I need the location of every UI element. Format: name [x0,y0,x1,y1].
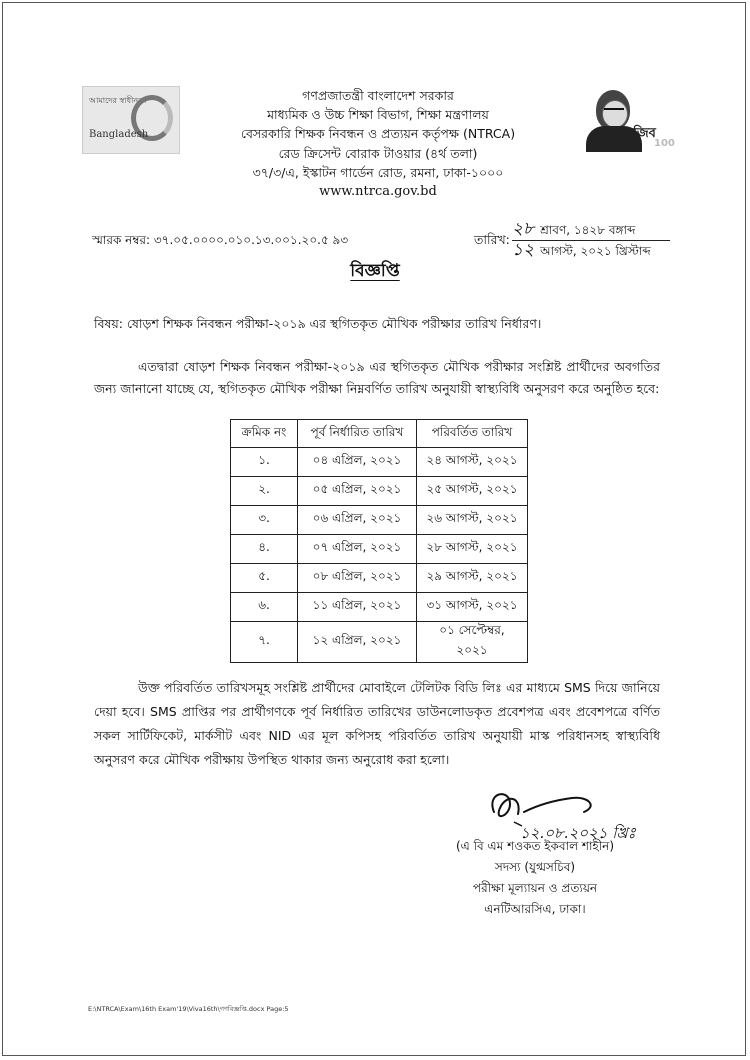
portrait-glasses-icon [604,108,624,115]
previous-date-cell: ১২ এপ্রিল, ২০২১ [298,622,417,663]
serial-cell: ৪. [231,535,298,564]
previous-date-cell: ০৭ এপ্রিল, ২০২১ [298,535,417,564]
signatory-name: (এ বি এম শওকত ইকবাল শাহীন) [455,839,615,853]
serial-cell: ১. [231,448,298,477]
column-header-previous-date: পূর্ব নির্ধারিত তারিখ [298,420,417,448]
table-row [231,622,528,663]
table-row [231,448,528,477]
subject-line: বিষয়: ষোড়শ শিক্ষক নিবন্ধন পরীক্ষা-২০১৯ এর স্থগিতকৃত মৌখিক পরীক্ষার তারিখ নির্ধারণ। [94,316,542,331]
serial-cell: ৩. [231,506,298,535]
bangla-date: শ্রাবণ, ১৪২৮ বঙ্গাব্দ [540,223,636,237]
table-row [231,477,528,506]
serial-cell: ৬. [231,593,298,622]
letterhead [200,86,556,201]
new-date-cell: ২৯ আগস্ট, ২০২১ [417,564,528,593]
column-header-new-date: পরিবর্তিত তারিখ [417,420,528,448]
previous-date-cell: ০৬ এপ্রিল, ২০২১ [298,506,417,535]
bangla-day: ২৮ [512,219,535,239]
signature-block [420,836,650,920]
signature-scribble [480,782,660,844]
new-date-cell: ২৮ আগস্ট, ২০২১ [417,535,528,564]
mujib-text: মুজিব [626,126,656,141]
english-date: আগস্ট, ২০২১ খ্রিস্টাব্দ [540,244,651,258]
date-label: তারিখ: [474,232,510,247]
file-path-footer: E:\NTRCA\Exam\16th Exam'19\Viva16th\গণবিজ্ঞপ্তি.docx Page:5 [88,1005,289,1013]
authority-name: বেসরকারি শিক্ষক নিবন্ধন ও প্রত্যয়ন কর্তৃপক্ষ (NTRCA) [240,126,516,142]
table-row [231,535,528,564]
building-name: রেড ক্রিসেন্ট বোরাক টাওয়ার (৪র্থ তলা) [278,145,478,161]
division-name: মাধ্যমিক ও উচ্চ শিক্ষা বিভাগ, শিক্ষা মন্ত্রণালয় [267,107,489,123]
memo-ref-number: স্মারক নম্বর: ৩৭.০৫.০০০০.০১০.১৩.০০১.২০.৫ ৯৩ [92,233,349,247]
table-header-row [231,420,528,448]
date-divider [512,240,670,241]
signature-date: ১২.০৮.২০২১ খ্রিঃ [520,824,636,842]
previous-date-cell: ০৮ এপ্রিল, ২০২১ [298,564,417,593]
serial-cell: ৭. [231,622,298,663]
serial-cell: ২. [231,477,298,506]
serial-cell: ৫. [231,564,298,593]
new-date-cell: ২৬ আগস্ট, ২০২১ [417,506,528,535]
schedule-table [230,419,528,663]
signatory-office: এনটিআরসিএ, ঢাকা। [484,902,586,916]
address: ৩৭/৩/এ, ইস্কাটন গার্ডেন রোড, রমনা, ঢাকা-১০০০ [252,164,504,180]
previous-date-cell: ০৫ এপ্রিল, ২০২১ [298,477,417,506]
website-link[interactable]: www.ntrca.gov.bd [319,184,437,200]
table-row [231,593,528,622]
logo-country-text: Bangladesh [89,129,149,140]
intro-paragraph: এতদ্বারা ষোড়শ শিক্ষক নিবন্ধন পরীক্ষা-২০১৯ এর স্থগিতকৃত মৌখিক পরীক্ষার সংশ্লিষ্ট প্রার্থীদের অবগতির জন্য জানানো যাচ্ছে যে, স্থগিতকৃত মৌখিক পরীক্ষা নিম্নবর্ণিত তারিখ অনুযায়ী স্বাস্থ্যবিধি অনুসরণ করে অনুষ্ঠিত হবে: [94,359,660,396]
logo-caption: আমাদের স্বাধীনতা [89,96,147,105]
instruction-paragraph: উক্ত পরিবর্তিত তারিখসমূহ সংশ্লিষ্ট প্রার্থীদের মোবাইলে টেলিটক বিডি লিঃ এর মাধ্যমে SMS দিয়ে জানিয়ে দেয়া হবে। SMS প্রাপ্তির পর প্রার্থীগণকে পূর্ব নির্ধারিত তারিখের ডাউনলোডকৃত প্রবেশপত্র এবং প্রবেশপত্রে বর্ণিত সকল সার্টিফিকেট, মার্কসীট এবং NID এর মূল কপিসহ পরিবর্তিত তারিখ অনুযায়ী মাস্ক পরিধানসহ স্বাস্থ্যবিধি অনুসরণ করে মৌখিক পরীক্ষায় উপস্থিত থাকার জন্য অনুরোধ করা হলো। [94,680,660,767]
new-date-cell: ২৪ আগস্ট, ২০২১ [417,448,528,477]
table-row [231,506,528,535]
table-row [231,564,528,593]
english-day: ১২ [512,240,535,260]
new-date-cell: ২৫ আগস্ট, ২০২১ [417,477,528,506]
previous-date-cell: ১১ এপ্রিল, ২০২১ [298,593,417,622]
mujib-100-logo [582,88,678,154]
new-date-cell: ০১ সেপ্টেম্বর, ২০২১ [417,622,528,663]
previous-date-cell: ০৪ এপ্রিল, ২০২১ [298,448,417,477]
signatory-department: পরীক্ষা মূল্যায়ন ও প্রত্যয়ন [472,881,598,895]
new-date-cell: ৩১ আগস্ট, ২০২১ [417,593,528,622]
column-header-serial: ক্রমিক নং [231,420,298,448]
signatory-designation: সদস্য (যুগ্মসচিব) [494,860,576,874]
govt-name: গণপ্রজাতন্ত্রী বাংলাদেশ সরকার [302,88,454,103]
notice-title: বিজ্ঞপ্তি [350,261,400,281]
notice-title-wrap [0,258,750,286]
bangladesh-50-logo [82,86,180,154]
mujib-number: 100 [654,138,675,149]
